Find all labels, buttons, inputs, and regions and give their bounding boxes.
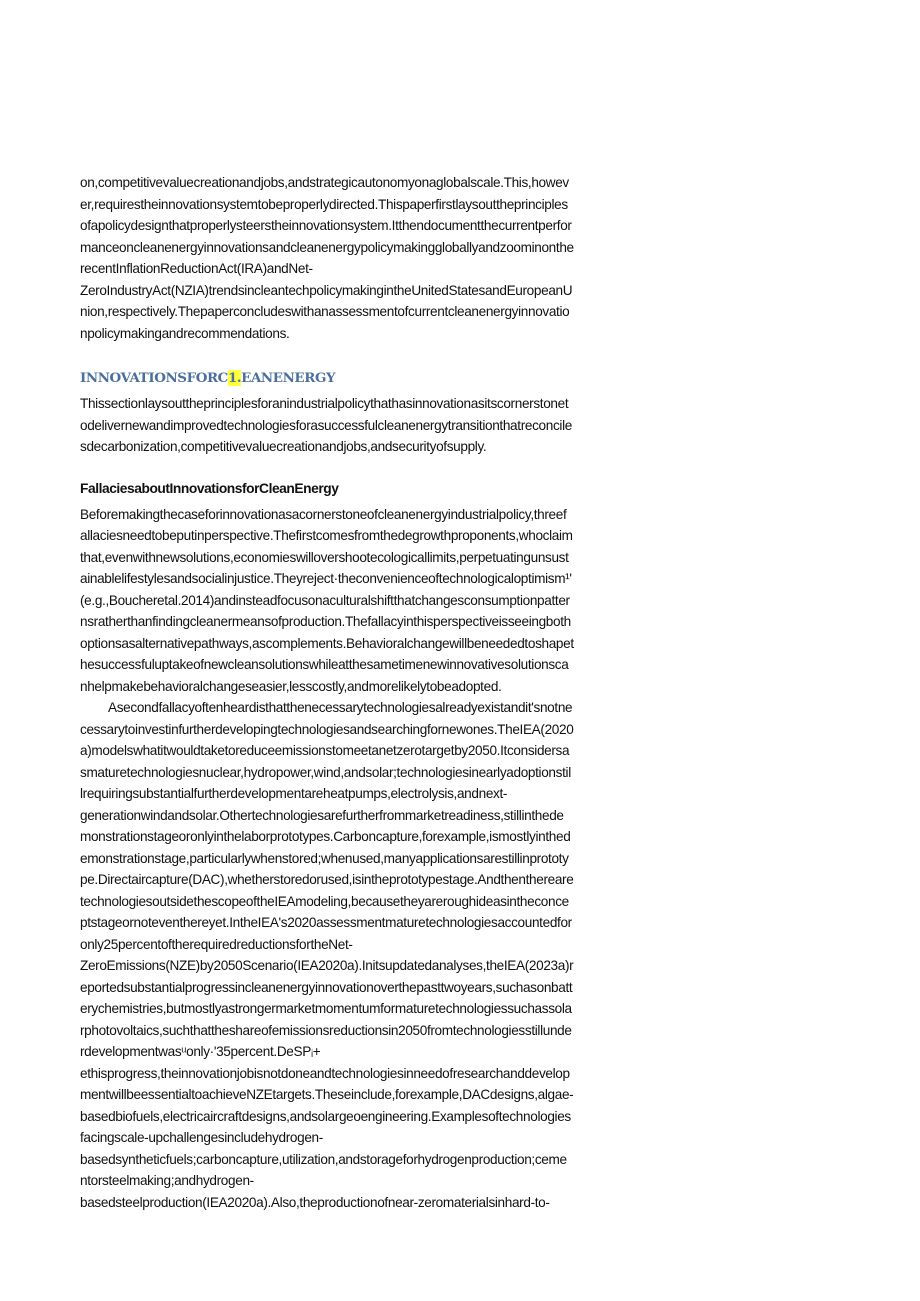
- text-line: only25percentoftherequiredreductionsfortheNet-: [80, 936, 353, 952]
- text-line: er,requirestheinnovationsystemtobeproperlydirected.Thispaperfirstlaysouttheprinciples: [80, 196, 568, 212]
- text-line: emonstrationstage,particularlywhenstored;whenused,manyapplicationsarestillinprototy: [80, 850, 569, 866]
- document-page: [80, 172, 680, 1213]
- text-line: hesuccessfuluptakeofnewcleansolutionswhileatthesametimenewinnovativesolutionsca: [80, 657, 569, 672]
- text-line: generationwindandsolar.Othertechnologiesarefurtherfrommarketreadiness,stillinthede: [80, 807, 564, 823]
- text-line: ofapolicydesignthatproperlysteerstheinnovationsystem.Itthendocumentthecurrentperfor: [80, 218, 572, 233]
- text-line: lrequiringsubstantialfurtherdevelopmentareheatpumps,electrolysis,andnext-: [80, 786, 508, 801]
- section-heading: [80, 368, 680, 388]
- text-line: ainablelifestylesandsocialinjustice.Theyreject·theconvenienceoftechnologicaloptimism¹': [80, 571, 572, 586]
- text-line: ntorsteelmaking;andhydrogen-: [80, 1173, 254, 1188]
- text-line: rdevelopmentwasᵘonly·'35percent.DeSPᵢ+: [80, 1044, 321, 1059]
- text-line: monstrationstageoronlyinthelaborprototypes.Carboncapture,forexample,ismostlyinthed: [80, 829, 571, 844]
- text-line: nhelpmakebehavioralchangeseasier,lesscostly,andmorelikelytobeadopted.: [80, 678, 502, 694]
- text-line: Beforemakingthecaseforinnovationasacornerstoneofcleanenergyindustrialpolicy,threef: [80, 506, 567, 522]
- text-line: allaciesneedtobeputinperspective.Thefirstcomesfromthedegrowthproponents,whoclaim: [80, 528, 573, 543]
- text-line: erychemistries,butmostlyastrongermarketmomentumformaturetechnologiessuchassola: [80, 1001, 572, 1016]
- intro-paragraph: [80, 172, 680, 344]
- text-line: basedbiofuels,electricaircraftdesigns,andsolargeoengineering.Examplesoftechnologies: [80, 1108, 571, 1124]
- fallacy-paragraph-2: [80, 697, 680, 1213]
- text-line: nsratherthanfindingcleanermeansofproduction.Thefallacyinthisperspectiveisseeingboth: [80, 614, 571, 629]
- text-line: npolicymakingandrecommendations.: [80, 325, 290, 341]
- text-line: recentInflationReductionAct(IRA)andNet-: [80, 261, 313, 276]
- text-line: manceoncleanenergyinnovationsandcleanenergypolicymakinggloballyandzoominonthe: [80, 239, 574, 255]
- text-line: optionsasalternativepathways,ascomplements.Behavioralchangewillbeneededtoshapet: [80, 635, 574, 651]
- section-number-highlight: 1.: [227, 370, 242, 386]
- text-line: facingscale-upchallengesincludehydrogen-: [80, 1130, 323, 1145]
- text-line: ptstageornoteventhereyet.IntheIEA's2020assessmentmaturetechnologiesaccountedfor: [80, 915, 572, 930]
- text-line: technologiesoutsidethescopeoftheIEAmodeling,becausetheyareroughideasintheconce: [80, 893, 569, 909]
- text-line: that,evenwithnewsolutions,economieswillovershootecologicallimits,perpetuatingunsust: [80, 549, 569, 565]
- text-line: sdecarbonization,competitivevaluecreationandjobs,andsecurityofsupply.: [80, 439, 487, 454]
- text-line: nion,respectively.Thepaperconcludeswithanassessmentofcurrentcleanenergyinnovatio: [80, 304, 570, 319]
- text-line: cessarytoinvestinfurtherdevelopingtechnologiesandsearchingfornewones.TheIEA(2020: [80, 721, 574, 737]
- text-line: on,competitivevaluecreationandjobs,andstrategicautonomyonaglobalscale.This,howev: [80, 175, 569, 190]
- text-line: ZeroEmissions(NZE)by2050Scenario(IEA2020a).Initsupdatedanalyses,theIEA(2023a)r: [80, 958, 574, 973]
- text-line: ZeroIndustryAct(NZIA)trendsincleantechpolicymakingintheUnitedStatesandEuropeanU: [80, 282, 573, 298]
- text-line: ethisprogress,theinnovationjobisnotdoneandtechnologiesinneedofresearchanddevelop: [80, 1065, 570, 1081]
- text-line: rphotovoltaics,suchthattheshareofemissionsreductionsin2050fromtechnologiesstillunde: [80, 1022, 572, 1038]
- text-line: Asecondfallacyoftenheardisthatthenecessarytechnologiesalreadyexistandit'snotne: [108, 700, 573, 715]
- text-line: mentwillbeessentialtoachieveNZEtargets.Theseinclude,forexample,DACdesigns,algae-: [80, 1087, 574, 1102]
- text-line: basedsteelproduction(IEA2020a).Also,theproductionofnear-zeromaterialsinhard-to-: [80, 1194, 550, 1210]
- text-line: a)modelswhatitwouldtaketoreduceemissionstomeetanetzerotargetby2050.Itconsidersa: [80, 743, 570, 758]
- section-heading-suffix: EANENERGY: [241, 370, 336, 386]
- text-line: (e.g.,Boucheretal.2014)andinsteadfocusonaculturalshiftthatchangesconsumptionpatter: [80, 592, 570, 608]
- section-heading-prefix: INNOVATIONSFORC: [80, 370, 228, 386]
- section-intro-paragraph: [80, 393, 680, 458]
- text-line: eportedsubstantialprogressincleanenergyinnovationoverthepasttwoyears,suchasonbatt: [80, 979, 573, 995]
- text-line: smaturetechnologiesnuclear,hydropower,wind,andsolar;technologiesinearlyadoptionstil: [80, 764, 571, 780]
- text-line: Thissectionlaysouttheprinciplesforanindustrialpolicythathasinnovationasitscornerstonet: [80, 396, 569, 411]
- text-line: basedsyntheticfuels;carboncapture,utilization,andstorageforhydrogenproduction;ceme: [80, 1151, 567, 1167]
- subsection-heading: FallaciesaboutInnovationsforCleanEnergy: [80, 480, 339, 496]
- text-line: odelivernewandimprovedtechnologiesforasuccessfulcleanenergytransitionthatreconcile: [80, 417, 572, 433]
- fallacy-paragraph-1: [80, 504, 680, 698]
- text-line: pe.Directaircapture(DAC),whetherstoredorused,isintheprototypestage.Andthenthereare: [80, 872, 574, 887]
